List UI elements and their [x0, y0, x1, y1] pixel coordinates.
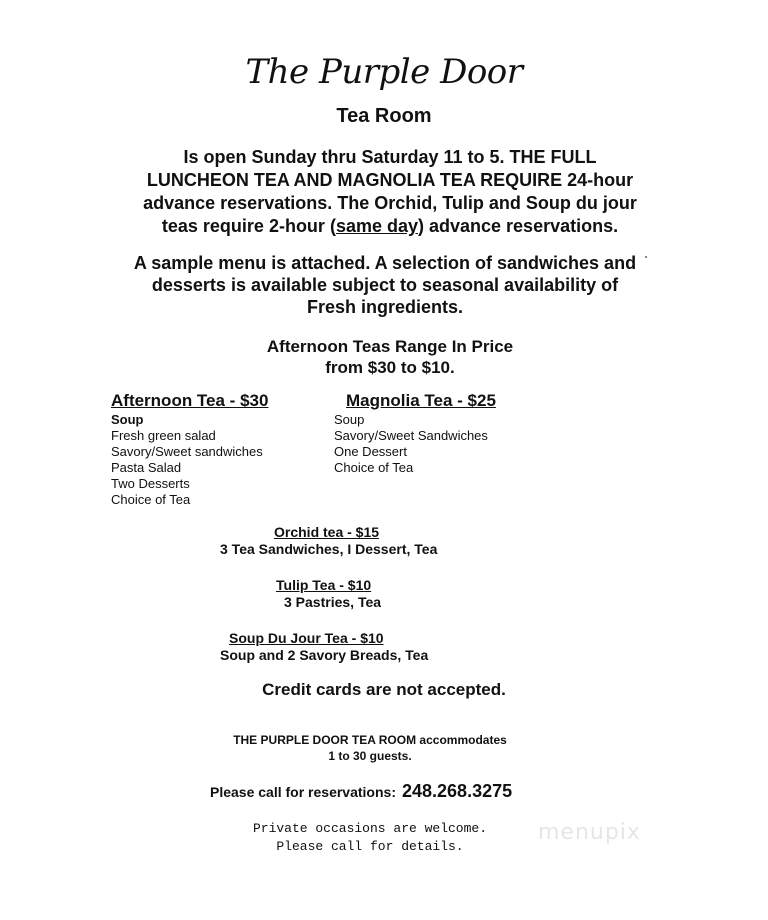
- restaurant-script-title: The Purple Door: [245, 52, 523, 92]
- orchid-tea-description: 3 Tea Sandwiches, I Dessert, Tea: [220, 541, 438, 557]
- private-line: Please call for details.: [276, 839, 464, 854]
- price-range-heading: [200, 336, 580, 378]
- intro-text: teas require 2-hour (: [161, 216, 336, 236]
- credit-card-notice: Credit cards are not accepted.: [262, 680, 506, 699]
- tea-room-subtitle: Tea Room: [336, 105, 432, 127]
- menu-item: Savory/Sweet sandwiches: [111, 444, 263, 459]
- menu-item: Savory/Sweet Sandwiches: [334, 428, 488, 443]
- menu-item: Soup: [111, 412, 144, 427]
- orchid-tea-heading: Orchid tea - $15: [274, 524, 380, 540]
- price-range-line: Afternoon Teas Range In Price: [266, 337, 514, 356]
- menupix-watermark: menupix: [538, 820, 641, 845]
- private-occasions-note: [200, 820, 540, 856]
- tulip-tea-description: 3 Pastries, Tea: [284, 594, 382, 610]
- price-range-line: from $30 to $10.: [325, 358, 455, 377]
- tulip-tea-section: [276, 577, 381, 611]
- menu-item: Pasta Salad: [111, 460, 182, 475]
- menu-item: Fresh green salad: [111, 428, 216, 443]
- capacity-line: THE PURPLE DOOR TEA ROOM accommodates: [233, 733, 507, 747]
- menu-item: Two Desserts: [111, 476, 190, 491]
- afternoon-tea-section: [111, 393, 268, 508]
- opening-hours-paragraph: [120, 146, 660, 238]
- afternoon-tea-heading: Afternoon Tea - $30: [111, 391, 269, 410]
- sample-line: Fresh ingredients.: [306, 297, 464, 317]
- sample-line: A sample menu is attached. A selection of sandwiches and: [133, 253, 637, 273]
- menu-item: Soup: [334, 412, 365, 427]
- phone-number: 248.268.3275: [402, 781, 513, 801]
- private-line: Private occasions are welcome.: [252, 821, 488, 836]
- intro-line: Is open Sunday thru Saturday 11 to 5. THE FULL: [183, 147, 597, 167]
- capacity-line: 1 to 30 guests.: [328, 749, 412, 763]
- menu-item: Choice of Tea: [334, 460, 414, 475]
- sample-menu-paragraph: [100, 252, 670, 318]
- same-day-emphasis: same day: [335, 216, 418, 236]
- intro-line: LUNCHEON TEA AND MAGNOLIA TEA REQUIRE 24-hour: [146, 170, 634, 190]
- sample-line: desserts is available subject to seasonal availability of: [151, 275, 619, 295]
- orchid-tea-section: [220, 524, 437, 558]
- reservation-label: Please call for reservations:: [210, 784, 396, 800]
- intro-text: ) advance reservations.: [418, 216, 619, 236]
- intro-line: advance reservations. The Orchid, Tulip and Soup du jour: [143, 193, 637, 213]
- magnolia-tea-heading: Magnolia Tea - $25: [346, 391, 496, 410]
- reservation-line: [210, 781, 512, 802]
- soup-du-jour-tea-heading: Soup Du Jour Tea - $10: [229, 630, 384, 646]
- capacity-notice: [170, 732, 570, 764]
- tulip-tea-heading: Tulip Tea - $10: [276, 577, 372, 593]
- menu-item: Choice of Tea: [111, 492, 191, 507]
- soup-du-jour-tea-section: [220, 630, 428, 664]
- menu-item: One Dessert: [334, 444, 407, 459]
- soup-du-jour-tea-description: Soup and 2 Savory Breads, Tea: [220, 647, 429, 663]
- magnolia-tea-section: [334, 393, 496, 476]
- intro-line: [120, 215, 660, 238]
